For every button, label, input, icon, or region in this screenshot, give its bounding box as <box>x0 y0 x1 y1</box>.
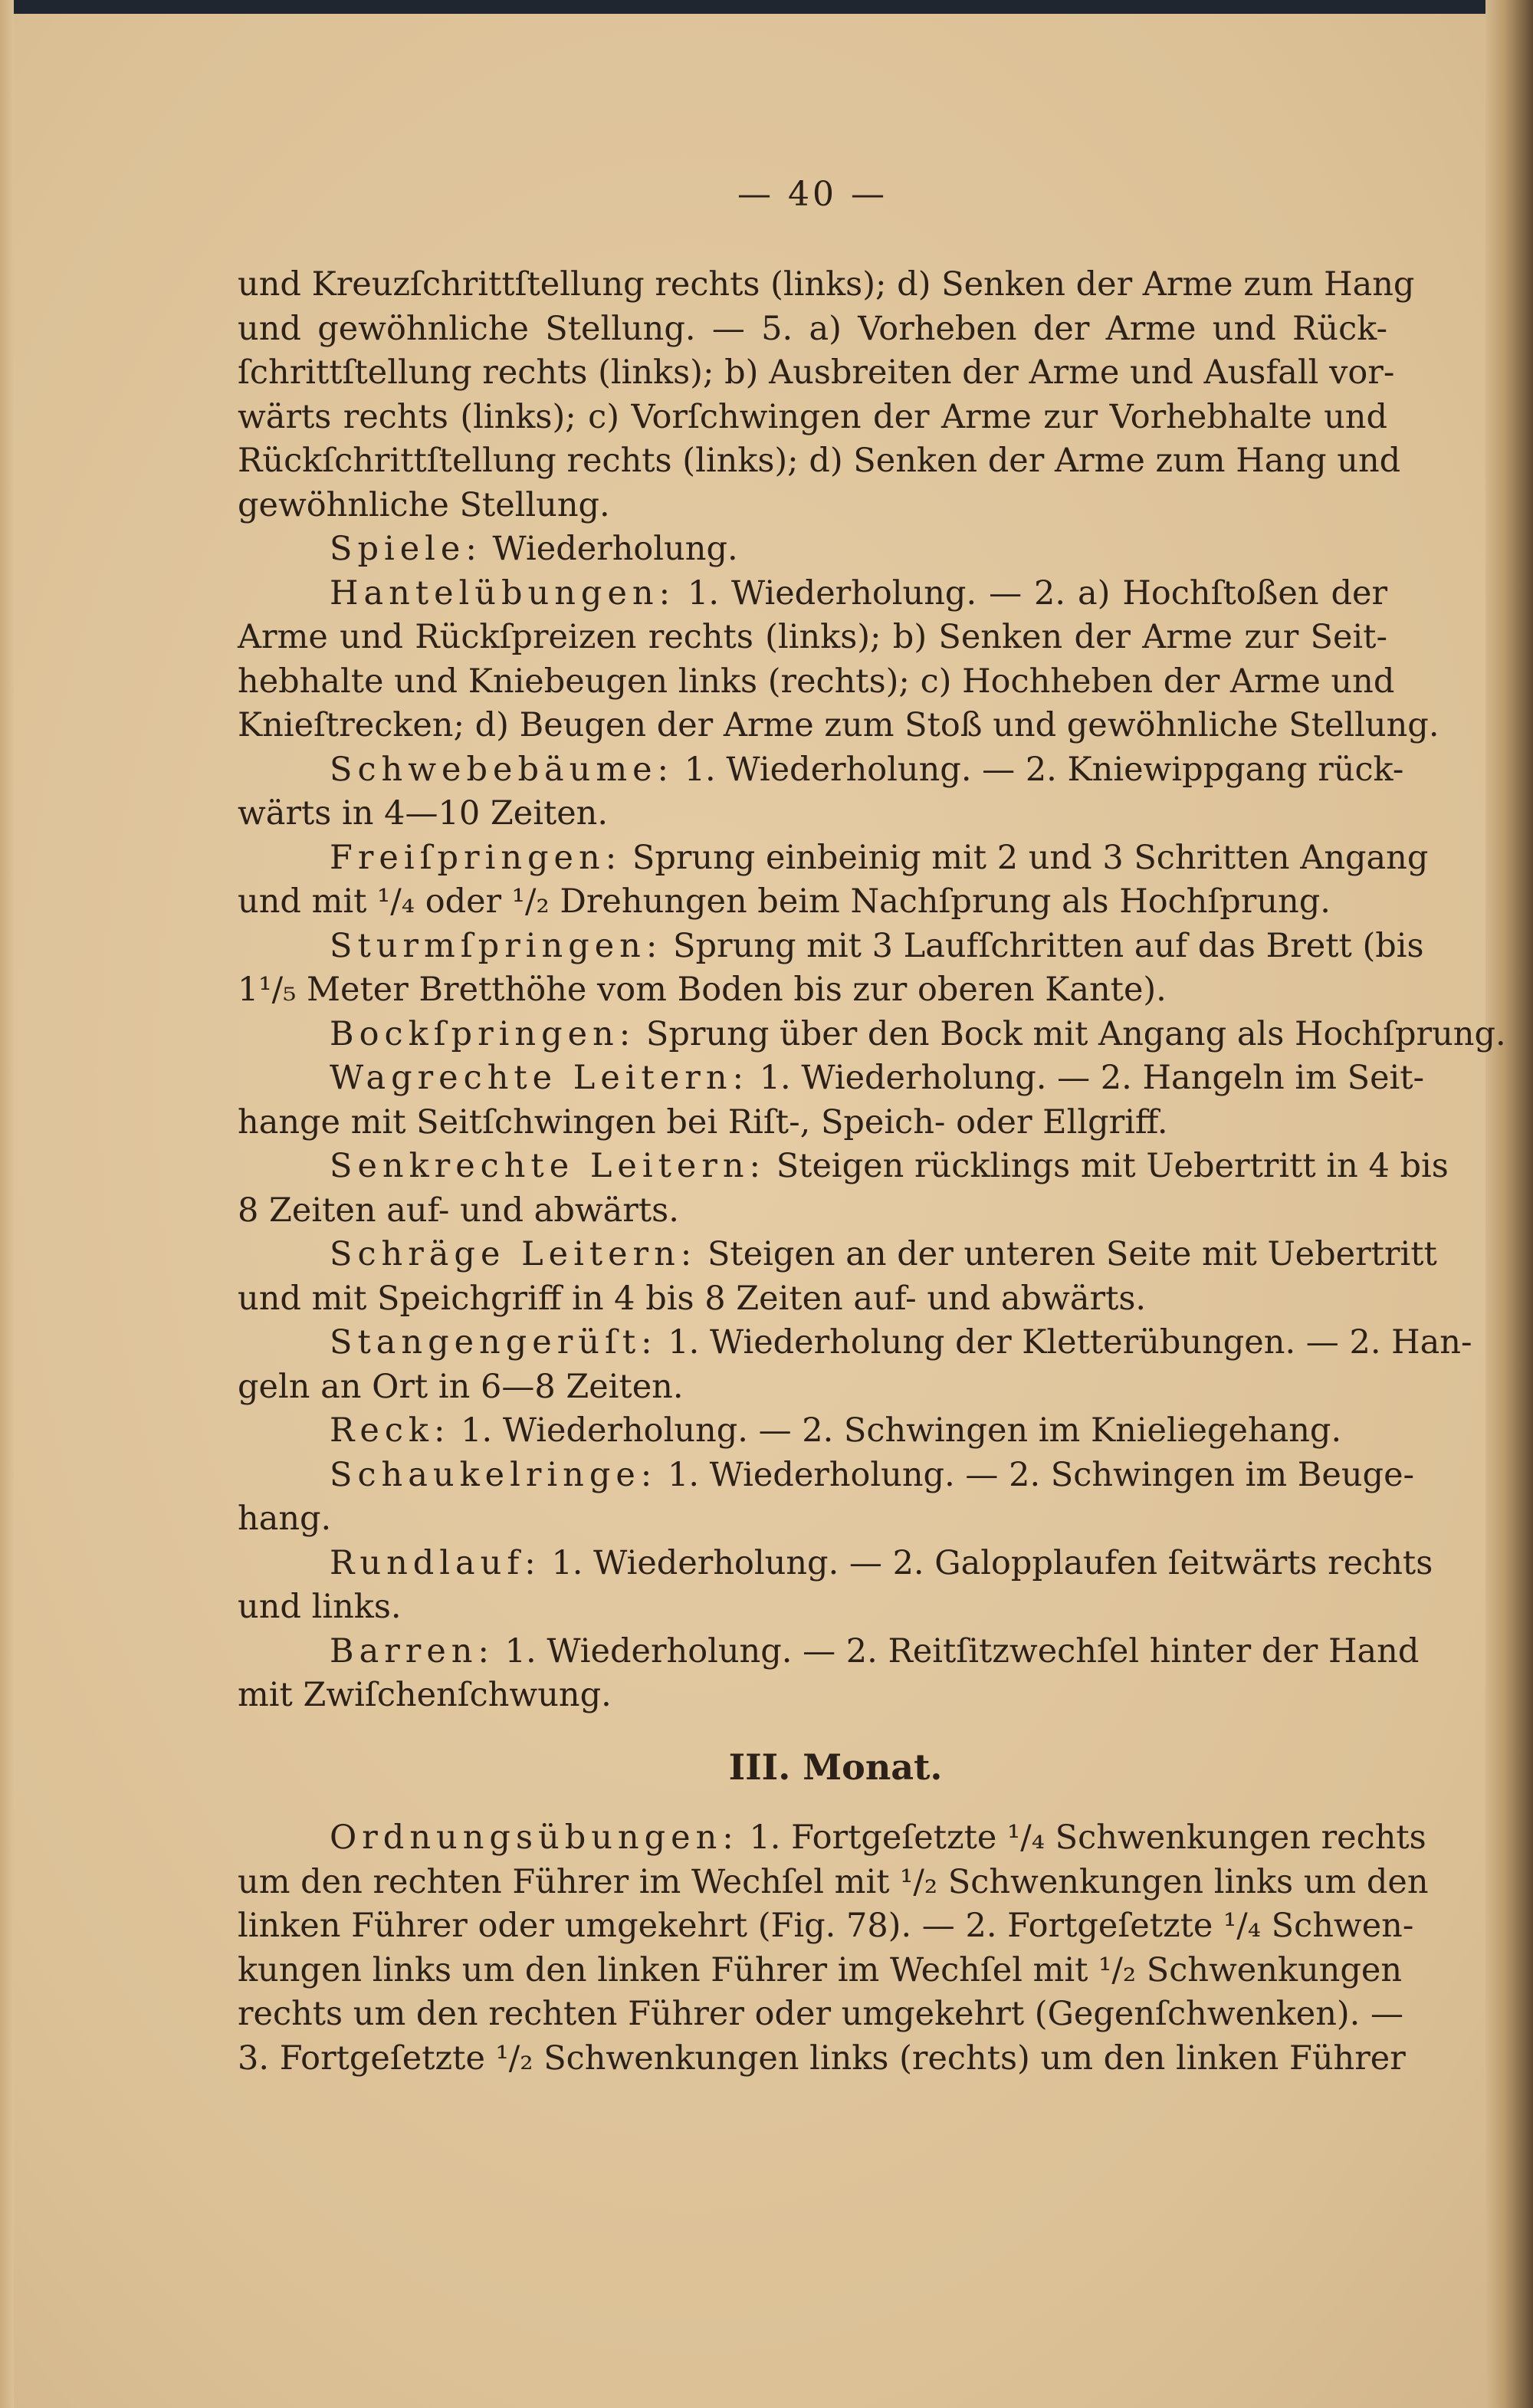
line-text: 1. Fortgeſetzte ¹/₄ Schwenkungen rechts <box>749 1818 1426 1857</box>
text-line <box>238 1992 1403 2037</box>
text-line <box>238 1101 1387 1145</box>
line-text: Sprung über den Bock mit Angang als Hochſprung. <box>645 1014 1506 1053</box>
paragraph <box>238 836 1429 925</box>
paragraph <box>238 1409 1387 1454</box>
paragraph <box>238 1630 1420 1718</box>
line-text: Sprung einbeinig mit 2 und 3 Schritten Angang <box>632 838 1429 877</box>
text-line <box>238 1056 1425 1101</box>
text-line <box>238 748 1404 793</box>
text-line <box>238 1861 1429 1905</box>
paragraph <box>238 1013 1506 1057</box>
line-text: und links. <box>238 1588 402 1626</box>
text-line <box>238 1497 1387 1542</box>
text-line <box>238 263 1415 307</box>
text-line <box>238 1277 1387 1322</box>
line-text: 3. Fortgeſetzte ¹/₂ Schwenkungen links (rechts) um den linken Führer <box>238 2038 1406 2078</box>
line-text: und mit Speichgriff in 4 bis 8 Zeiten auf- und abwärts. <box>238 1279 1147 1318</box>
line-text: 1. Wiederholung. — 2. Hangeln im Seit- <box>759 1059 1425 1097</box>
line-text: um den rechten Führer im Wechſel mit ¹/₂ Schwenkungen links um den <box>238 1862 1429 1901</box>
text-line <box>238 880 1387 925</box>
line-text: 1. Wiederholung. — 2. Galopplaufen ſeitwärts rechts <box>551 1543 1433 1582</box>
line-text: Rückſchrittſtellung rechts (links); d) Senken der Arme zum Hang und <box>238 442 1401 480</box>
exercise-label: Barren: <box>330 1631 494 1670</box>
paragraph <box>238 1056 1425 1145</box>
exercise-label: Spiele: <box>330 530 482 568</box>
paragraph <box>238 1816 1429 2081</box>
section-heading: III. Monat. <box>728 1746 943 1788</box>
text-line <box>238 1189 1387 1234</box>
page-number: — 40 — <box>737 175 888 214</box>
exercise-label: Rundlauf: <box>330 1543 541 1582</box>
line-text: geln an Ort in 6—8 Zeiten. <box>238 1367 684 1406</box>
line-text: hange mit Seitſchwingen bei Riſt-, Speich- oder Ellgriff. <box>238 1102 1168 1142</box>
exercise-label: Schaukelringe: <box>330 1455 658 1494</box>
line-text: 1. Wiederholung. — 2. Kniewippgang rück- <box>684 750 1404 789</box>
exercise-label: Schräge Leitern: <box>330 1235 698 1273</box>
text-line <box>238 1013 1506 1057</box>
paragraph <box>238 1145 1449 1233</box>
line-text: gewöhnliche Stellung. <box>238 485 610 524</box>
line-text: und Kreuzſchrittſtellung rechts (links); d) Senken der Arme zum Hang <box>238 265 1415 304</box>
line-text: rechts um den rechten Führer oder umgekehrt (Gegenſchwenken). — <box>238 1995 1403 2033</box>
line-text: wärts in 4—10 Zeiten. <box>238 794 609 833</box>
text-line <box>238 1145 1449 1189</box>
text-line <box>238 527 1387 572</box>
line-text: 1¹/₅ Meter Bretthöhe vom Boden bis zur oberen Kante). <box>238 971 1167 1009</box>
text-line <box>238 439 1401 484</box>
exercise-label: Stangengerüſt: <box>330 1323 658 1362</box>
text-line <box>238 1630 1420 1674</box>
exercise-label: Reck: <box>330 1411 451 1450</box>
page-body <box>238 263 1506 2081</box>
text-line <box>238 1674 1387 1718</box>
line-text: Wiederholung. <box>492 530 738 568</box>
line-text: 1. Wiederholung. — 2. a) Hochſtoßen der <box>688 573 1388 613</box>
line-text: hebhalte und Kniebeugen links (rechts); c) Hochheben der Arme und <box>238 662 1395 701</box>
text-line <box>238 351 1395 396</box>
page-left-edge <box>0 0 14 2408</box>
line-text: Steigen an der unteren Seite mit Uebertritt <box>707 1235 1437 1273</box>
text-line <box>238 1454 1415 1498</box>
text-line <box>238 484 1387 528</box>
text-line <box>238 1585 1387 1630</box>
paragraph <box>238 572 1439 748</box>
line-text: 1. Wiederholung der Kletterübungen. — 2. Han- <box>668 1323 1472 1362</box>
text-line <box>238 1816 1426 1861</box>
paragraph <box>238 1233 1437 1321</box>
exercise-label: Freiſpringen: <box>330 838 622 877</box>
text-line <box>238 2037 1406 2081</box>
text-line <box>238 792 1387 836</box>
exercise-label: Schwebebäume: <box>330 750 675 789</box>
line-text: Arme und Rückſpreizen rechts (links); b) Senken der Arme zur Seit- <box>238 618 1387 656</box>
text-line <box>238 1409 1387 1454</box>
exercise-label: Sturmſpringen: <box>330 926 663 965</box>
text-line <box>238 1233 1437 1277</box>
line-text: Steigen rücklings mit Uebertritt in 4 bis <box>776 1147 1449 1185</box>
text-line <box>238 572 1387 616</box>
text-line <box>238 616 1387 660</box>
paragraph <box>238 263 1415 527</box>
text-line <box>238 968 1387 1013</box>
line-text: hang. <box>238 1500 332 1538</box>
exercise-label: Wagrechte Leitern: <box>330 1059 750 1097</box>
text-line <box>238 1365 1387 1410</box>
exercise-label: Ordnungsübungen: <box>330 1818 739 1857</box>
text-line <box>238 1904 1414 1949</box>
paragraph <box>238 925 1424 1013</box>
line-text: kungen links um den linken Führer im Wechſel mit ¹/₂ Schwenkungen <box>238 1950 1403 1989</box>
paragraph <box>238 527 1387 572</box>
line-text: 1. Wiederholung. — 2. Schwingen im Beuge- <box>667 1455 1415 1494</box>
line-text: Knieſtrecken; d) Beugen der Arme zum Stoß und gewöhnliche Stellung. <box>238 706 1439 744</box>
text-line <box>238 1949 1403 1993</box>
text-line <box>238 307 1387 352</box>
book-spine-edge <box>1485 0 1533 2408</box>
exercise-label: Hantelübungen: <box>330 573 676 613</box>
exercise-label: Senkrechte Leitern: <box>330 1147 766 1185</box>
text-line <box>238 836 1429 881</box>
line-text: 8 Zeiten auf- und abwärts. <box>238 1191 679 1230</box>
line-text: ſchrittſtellung rechts (links); b) Ausbreiten der Arme und Ausfall vor- <box>238 353 1395 392</box>
paragraph <box>238 1542 1433 1630</box>
text-line <box>238 660 1395 705</box>
line-text: und gewöhnliche Stellung. — 5. a) Vorheben der Arme und Rück- <box>238 309 1387 348</box>
text-line <box>238 704 1439 748</box>
line-text: 1. Wiederholung. — 2. Schwingen im Knieliegehang. <box>461 1411 1342 1450</box>
paragraph <box>238 748 1404 836</box>
line-text: und mit ¹/₄ oder ¹/₂ Drehungen beim Nachſprung als Hochſprung. <box>238 882 1331 921</box>
line-text: wärts rechts (links); c) Vorſchwingen der Arme zur Vorhebhalte und <box>238 397 1387 436</box>
line-text: 1. Wiederholung. — 2. Reitſitzwechſel hinter der Hand <box>504 1631 1420 1670</box>
paragraph <box>238 1321 1472 1409</box>
text-line <box>238 396 1387 440</box>
text-line <box>238 925 1424 969</box>
exercise-label: Bockſpringen: <box>330 1014 636 1053</box>
line-text: mit Zwiſchenſchwung. <box>238 1676 612 1714</box>
text-line <box>238 1321 1472 1365</box>
line-text: linken Führer oder umgekehrt (Fig. 78). — 2. Fortgeſetzte ¹/₄ Schwen- <box>238 1907 1414 1945</box>
scan-top-border <box>0 0 1533 14</box>
line-text: Sprung mit 3 Laufſchritten auf das Brett (bis <box>673 926 1424 965</box>
text-line <box>238 1542 1433 1586</box>
paragraph <box>238 1454 1415 1542</box>
